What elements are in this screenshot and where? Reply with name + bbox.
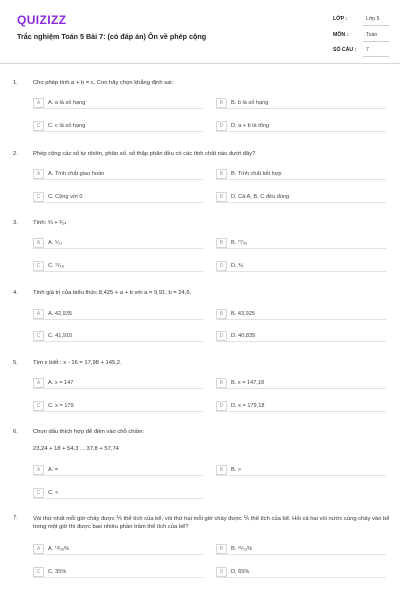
- option-letter-box: C: [33, 488, 44, 498]
- answer-option[interactable]: [216, 567, 386, 578]
- option-text: C. x = 179: [48, 403, 74, 409]
- option-text: C. ¹¹⁄₁₆: [48, 263, 64, 269]
- worksheet-title: Trắc nghiệm Toán 5 Bài 7: (có đáp án) Ôn về phép cộng: [17, 32, 207, 41]
- option-letter-box: D: [216, 121, 227, 131]
- option-letter-box: B: [216, 544, 227, 554]
- option-text: D. 40,835: [231, 333, 256, 339]
- option-text: A. a là số hạng: [48, 100, 86, 106]
- answer-option[interactable]: [216, 378, 386, 389]
- meta-class: [333, 14, 389, 26]
- option-text: A. ¹³⁄₃₅%: [48, 546, 70, 552]
- option-text: A. Tính chất giao hoán: [48, 171, 105, 177]
- option-letter-box: A: [33, 378, 44, 388]
- option-text: C. c là số hạng: [48, 123, 86, 129]
- option-letter-box: B: [216, 98, 227, 108]
- quizizz-logo: QUIZIZZ: [17, 13, 67, 27]
- answer-option[interactable]: [33, 121, 203, 132]
- option-letter-box: A: [33, 544, 44, 554]
- worksheet-header: [0, 0, 400, 64]
- question-number: 1.: [13, 80, 18, 86]
- option-text: B. 43,925: [231, 311, 255, 317]
- question-text: Vòi thứ nhất mỗi giờ chảy được ⅖ thể tích của bể, vòi thứ hai mỗi giờ chảy được ⅕ thể tích của bể. Hỏi cả hai vòi nước cùng chảy vào bể trong một giờ thì được bao nhiêu phần trăm thể tích của bể?: [33, 516, 390, 530]
- option-letter-box: C: [33, 192, 44, 202]
- option-letter-box: B: [216, 309, 227, 319]
- question-expression: 23,24 + 18 + 54,3 ... 37,8 + 57,74: [33, 446, 119, 452]
- option-letter-box: C: [33, 331, 44, 341]
- answer-option[interactable]: [33, 98, 203, 109]
- option-text: D. a + b là tổng: [231, 123, 270, 129]
- option-letter-box: D: [216, 192, 227, 202]
- meta-underline: [363, 25, 389, 26]
- answer-option[interactable]: [33, 192, 203, 203]
- option-text: D. 65%: [231, 569, 250, 575]
- question-number: 7.: [13, 515, 18, 521]
- option-text: A. 42,935: [48, 311, 72, 317]
- option-letter-box: A: [33, 309, 44, 319]
- option-text: B. x = 147,18: [231, 380, 265, 386]
- answer-option[interactable]: [216, 309, 386, 320]
- option-letter-box: D: [216, 567, 227, 577]
- option-text: C. 35%: [48, 569, 67, 575]
- answer-option[interactable]: [33, 567, 203, 578]
- answer-option[interactable]: [216, 121, 386, 132]
- question-number: 3.: [13, 220, 18, 226]
- question-text: Chọn dấu thích hợp để điền vào chỗ chấm:: [33, 429, 145, 435]
- meta-underline: [363, 56, 389, 57]
- option-text: D. x = 179,18: [231, 403, 265, 409]
- option-letter-box: A: [33, 169, 44, 179]
- answer-option[interactable]: [216, 169, 386, 180]
- question-number: 5.: [13, 360, 18, 366]
- option-letter-box: A: [33, 238, 44, 248]
- option-letter-box: B: [216, 169, 227, 179]
- answer-option[interactable]: [216, 261, 386, 272]
- option-letter-box: C: [33, 401, 44, 411]
- option-text: A. x = 147: [48, 380, 74, 386]
- meta-question-count: [333, 45, 389, 57]
- option-text: B. b là số hạng: [231, 100, 269, 106]
- meta-label: LỚP :: [333, 16, 348, 22]
- meta-label: MÔN :: [333, 32, 349, 38]
- option-letter-box: C: [33, 567, 44, 577]
- meta-underline: [363, 41, 389, 42]
- option-letter-box: A: [33, 465, 44, 475]
- answer-option[interactable]: [216, 98, 386, 109]
- answer-option[interactable]: [33, 169, 203, 180]
- answer-option[interactable]: [33, 544, 203, 555]
- question-text: Tính: ⅔ + ³⁄₁₄: [33, 220, 67, 226]
- meta-value: Lớp 5: [366, 16, 380, 22]
- option-text: D. Cả A, B, C đều đúng: [231, 194, 290, 200]
- answer-option[interactable]: [33, 309, 203, 320]
- answer-option[interactable]: [33, 261, 203, 272]
- question-number: 4.: [13, 290, 18, 296]
- answer-option[interactable]: [33, 378, 203, 389]
- option-letter-box: B: [216, 465, 227, 475]
- option-text: B. Tính chất kết hợp: [231, 171, 282, 177]
- option-text: C. 41,915: [48, 333, 73, 339]
- option-letter-box: D: [216, 331, 227, 341]
- question-text: Tính giá trị của biểu thức 8,425 + a + b với a = 9,91; b = 24,6.: [33, 290, 192, 296]
- option-letter-box: C: [33, 261, 44, 271]
- option-letter-box: D: [216, 261, 227, 271]
- option-text: C. Cộng với 0: [48, 194, 83, 200]
- answer-option[interactable]: [216, 331, 386, 342]
- option-text: B. ⁷⁷⁄₄₂: [231, 240, 248, 246]
- meta-label: SỐ CÂU :: [333, 47, 357, 53]
- option-letter-box: A: [33, 98, 44, 108]
- option-text: D. ⅙: [231, 263, 244, 269]
- option-text: B. >: [231, 467, 242, 473]
- option-text: A. ⁵⁄₂₁: [48, 240, 63, 246]
- answer-option[interactable]: [216, 238, 386, 249]
- question-text: Cho phép tính a + b = c. Con hãy chọn khẳng định sai:: [33, 80, 174, 86]
- answer-option[interactable]: [33, 488, 203, 499]
- option-letter-box: C: [33, 121, 44, 131]
- answer-option[interactable]: [33, 401, 203, 412]
- question-number: 6.: [13, 429, 18, 435]
- option-text: A. =: [48, 467, 59, 473]
- answer-option[interactable]: [216, 401, 386, 412]
- answer-option[interactable]: [216, 192, 386, 203]
- option-letter-box: D: [216, 401, 227, 411]
- question-text: Phép cộng các số tự nhiên, phân số, số thập phân đều có các tính chất nào dưới đây?: [33, 151, 256, 157]
- answer-option[interactable]: [33, 331, 203, 342]
- option-text: B. ³⁵⁄₁₅%: [231, 546, 253, 552]
- meta-value: Toán: [366, 32, 378, 38]
- meta-subject: [333, 30, 389, 42]
- answer-option[interactable]: [216, 544, 386, 555]
- question-number: 2.: [13, 151, 18, 157]
- answer-option[interactable]: [33, 238, 203, 249]
- question-text: Tìm x biết : x - 16 = 17,98 + 145,2.: [33, 360, 122, 366]
- answer-option[interactable]: [33, 465, 203, 476]
- option-letter-box: B: [216, 238, 227, 248]
- option-letter-box: B: [216, 378, 227, 388]
- meta-value: 7: [366, 47, 369, 53]
- option-text: C. <: [48, 490, 59, 496]
- answer-option[interactable]: [216, 465, 386, 476]
